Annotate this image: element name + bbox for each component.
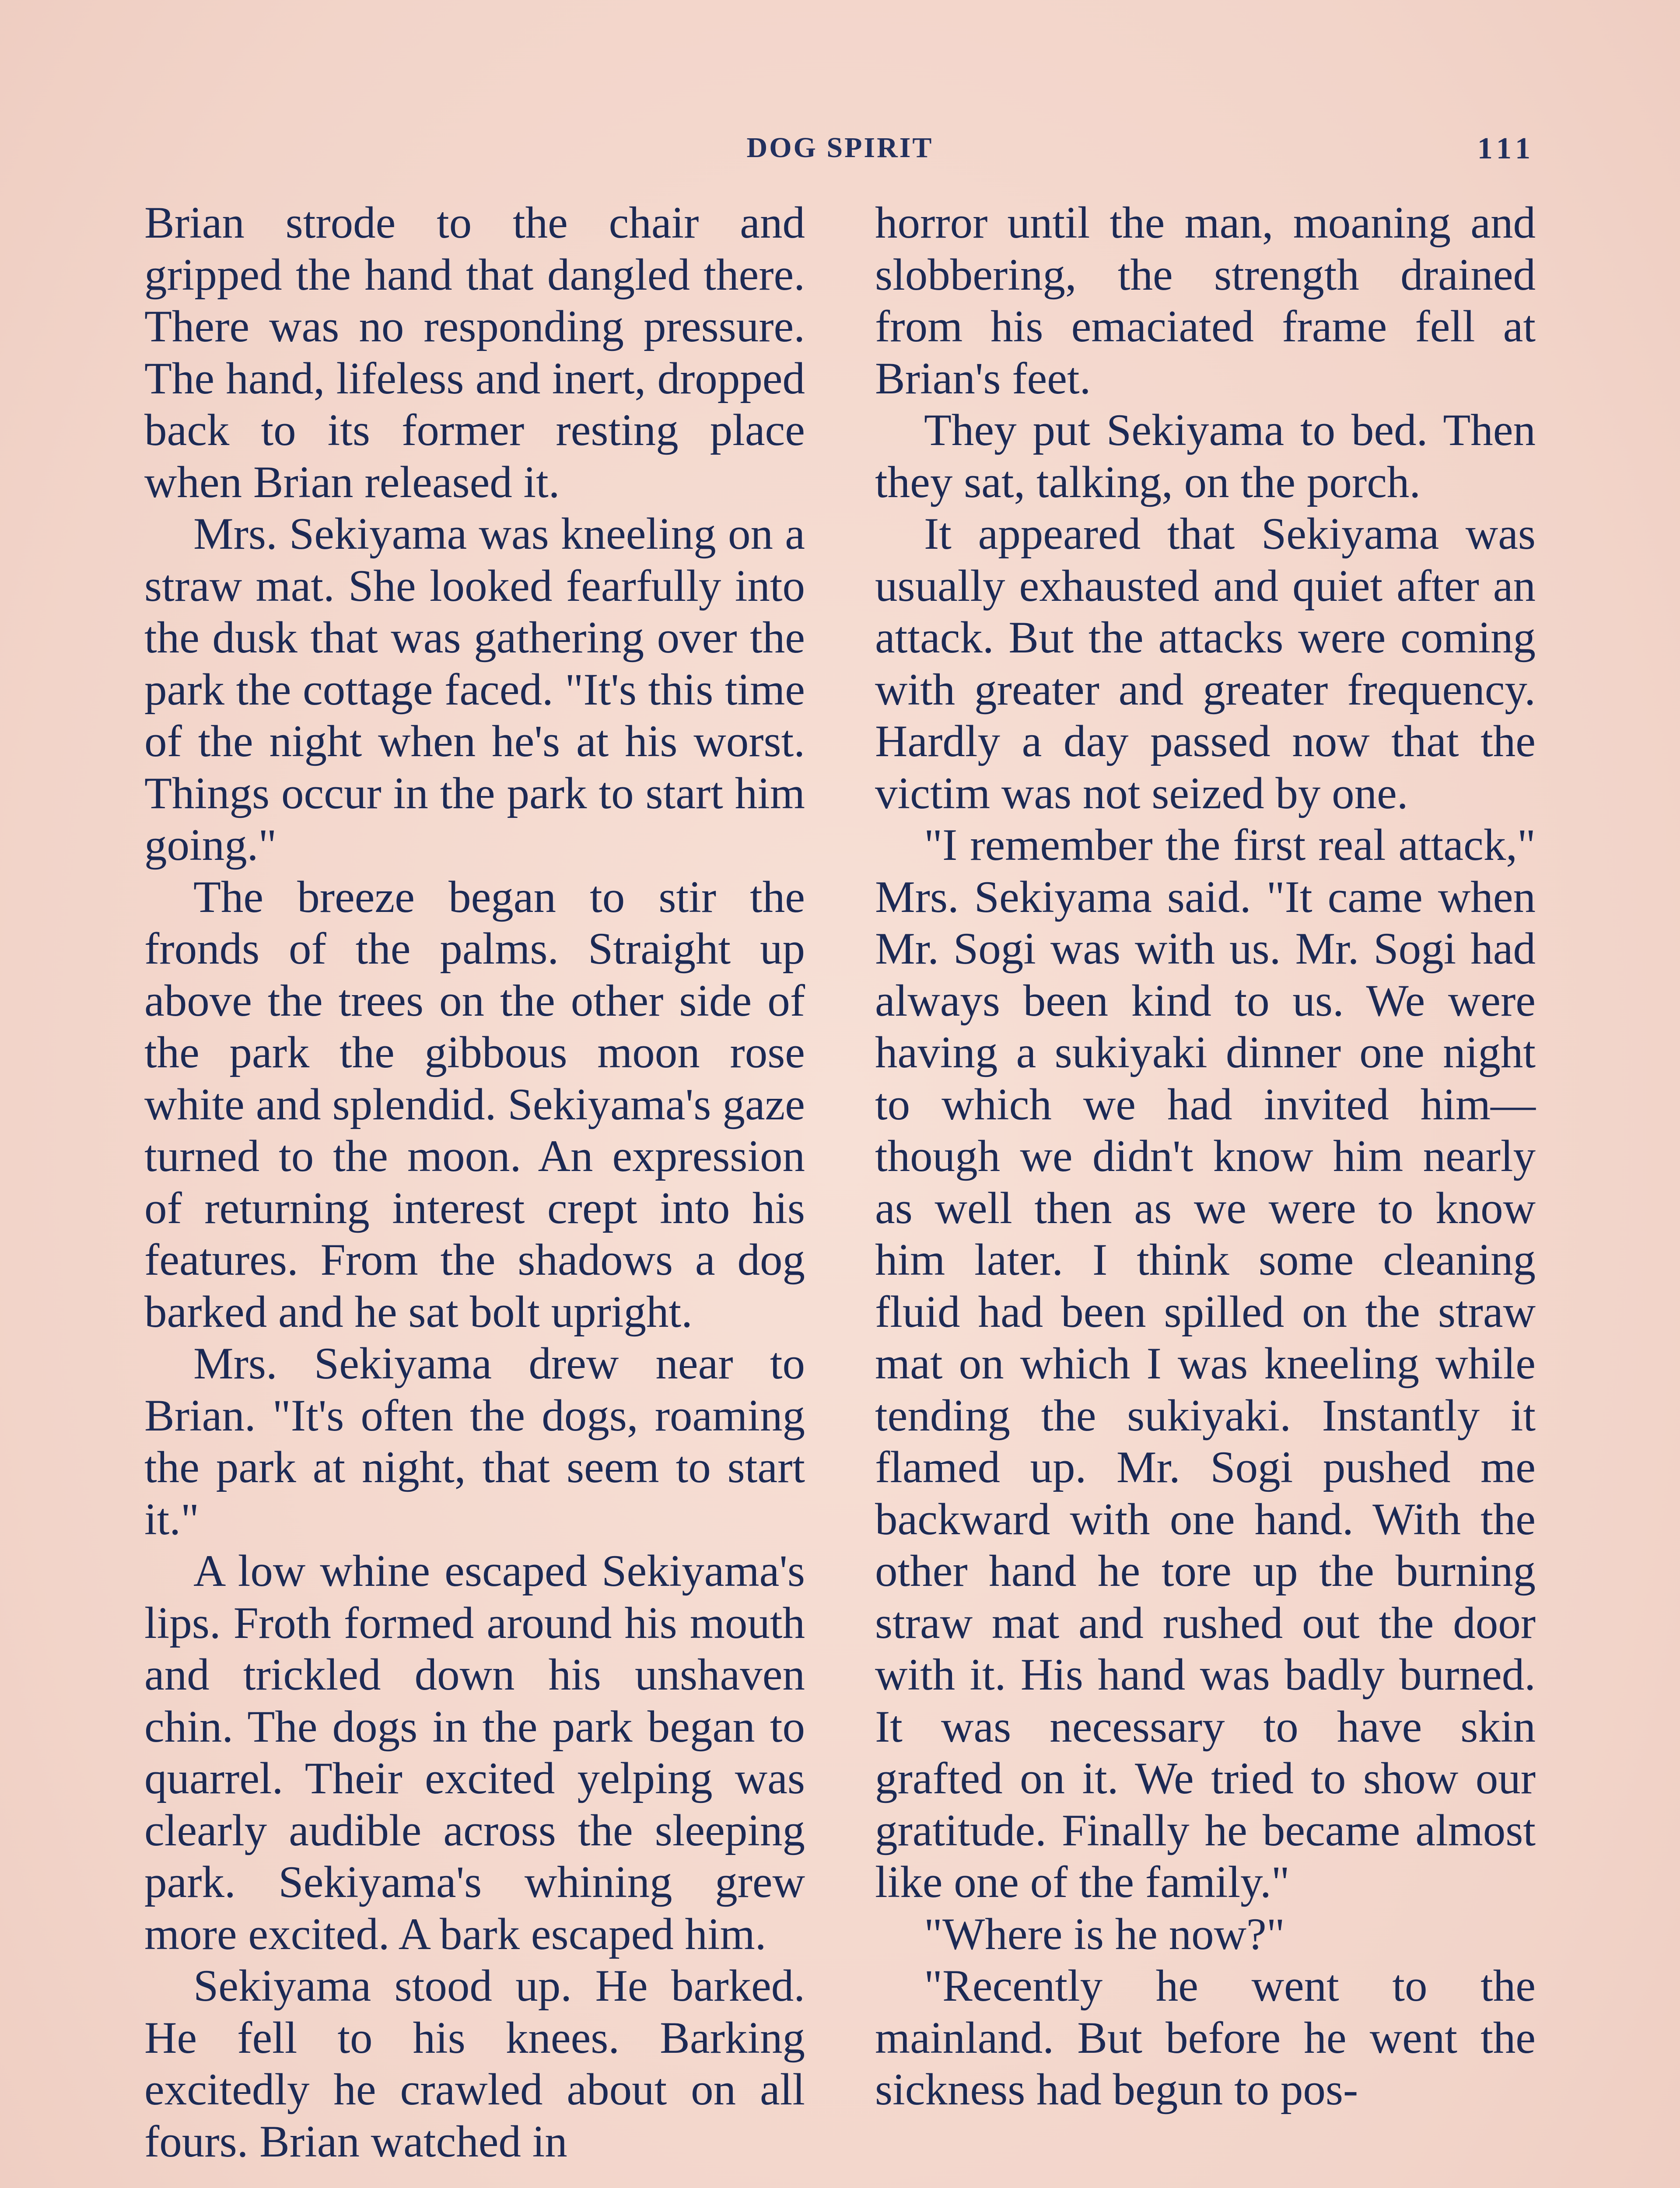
running-head — [144, 131, 1536, 179]
paragraph: horror until the man, moaning and slobbering, the strength drained from his emaciated frame fell at Brian's feet. — [875, 198, 1536, 403]
paragraph: Sekiyama stood up. He barked. He fell to his knees. Barking excitedly he crawled about on all fours. Brian watched in — [144, 1961, 805, 2167]
paragraph: Mrs. Sekiyama was kneeling on a straw mat. She looked fearfully into the dusk that was gathering over the park the cottage faced. "It's this time of the night when he's at his worst. Things occur in the park to start him going." — [144, 509, 805, 870]
running-title: DOG SPIRIT — [746, 132, 934, 164]
paragraph: The breeze began to stir the fronds of the palms. Straight up above the trees on the other side of the park the gibbous moon rose white and splendid. Sekiyama's gaze turned to the moon. An expression of returning interest crept into his features. From the shadows a dog barked and he sat bolt upright. — [144, 872, 805, 1337]
paragraph: "Where is he now?" — [924, 1909, 1285, 1959]
paragraph: It appeared that Sekiyama was usually exhausted and quiet after an attack. But the attacks were coming with greater and greater frequency. Hardly a day passed now that the victim was not seized by one. — [875, 509, 1536, 818]
paragraph: Brian strode to the chair and gripped the hand that dangled there. There was no responding pressure. The hand, lifeless and inert, dropped back to its former resting place when Brian released it. — [144, 198, 805, 507]
page-number: 111 — [1477, 132, 1536, 165]
right-column — [875, 197, 1536, 2188]
text-columns — [144, 197, 1536, 2188]
left-column — [144, 197, 805, 2188]
paragraph: A low whine escaped Sekiyama's lips. Froth formed around his mouth and trickled down his unshaven chin. The dogs in the park began to quarrel. Their excited yelping was clearly audible across the sleeping park. Sekiyama's whining grew more excited. A bark escaped him. — [144, 1546, 805, 1959]
paragraph: "Recently he went to the mainland. But before he went the sickness had begun to pos- — [875, 1961, 1536, 2114]
paragraph: "I remember the first real attack," Mrs. Sekiyama said. "It came when Mr. Sogi was with us. Mr. Sogi had always been kind to us. We were having a sukiyaki dinner one night to which we had invited him—though we didn't know him nearly as well then as we were to know him later. I think some cleaning fluid had been spilled on the straw mat on which I was kneeling while tending the sukiyaki. Instantly it flamed up. Mr. Sogi pushed me backward with one hand. With the other hand he tore up the burning straw mat and rushed out the door with it. His hand was badly burned. It was necessary to have skin grafted on it. We tried to show our gratitude. Finally he became almost like one of the family." — [875, 820, 1536, 1907]
paragraph: Mrs. Sekiyama drew near to Brian. "It's often the dogs, roaming the park at night, that seem to start it." — [144, 1339, 805, 1544]
paragraph: They put Sekiyama to bed. Then they sat, talking, on the porch. — [875, 405, 1536, 507]
